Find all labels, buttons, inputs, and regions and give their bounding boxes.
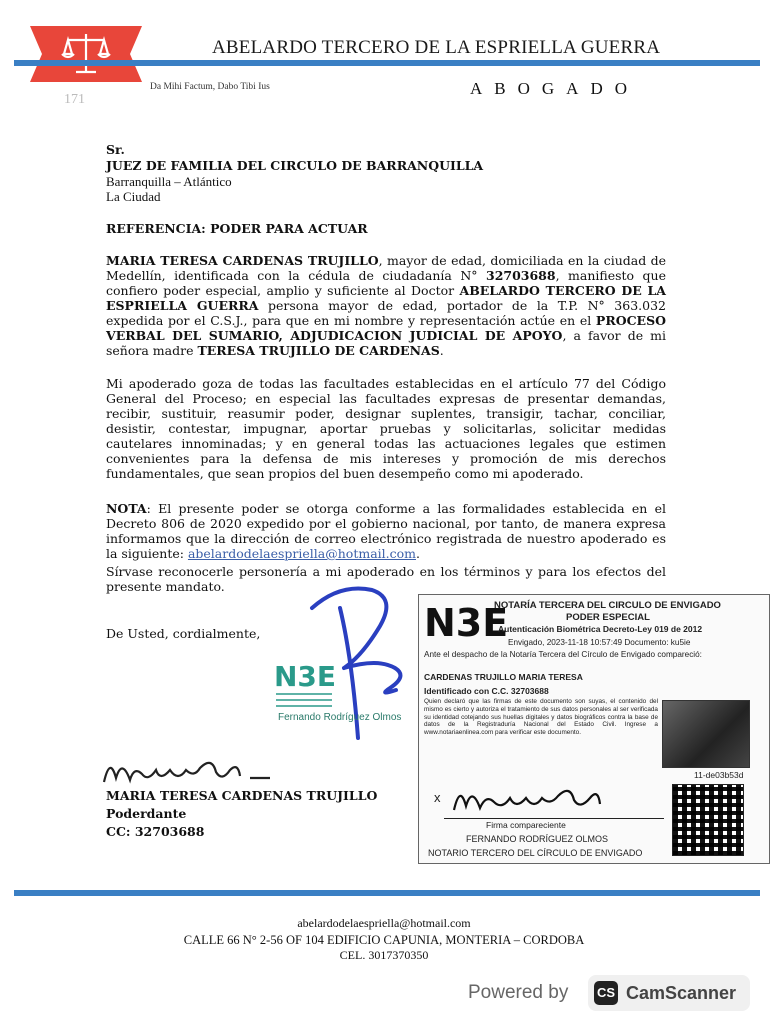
note-label: NOTA [106, 501, 147, 516]
paragraph-powers: Mi apoderado goza de todas las facultades establecidas en el artículo 77 del Código General del Proceso; en especial las facultades expresas de presentar demandas, recibir, sustituir, reasumir poder, designar suplentes, transigir, tachar, conciliar, desistir, contestar, impugnar, aportar pruebas y solicitarlas, solicitar medidas cautelares innominadas; y en general todas las actuaciones legales que estimen convenientes para la defensa de mis intereses y promoción de mis derechos fundamentales, que sean propios del buen desempeño como mi apoderado. [106, 376, 666, 481]
firma-label: Firma compareciente [486, 820, 566, 830]
notary-person: CARDENAS TRUJILLO MARIA TERESA [424, 672, 583, 682]
paragraph-request: Sírvase reconocerle personería a mi apoderado en los términos y para los efectos del presente mandato. [106, 564, 666, 594]
camscanner-icon: CS [594, 981, 618, 1005]
svg-text:N3E: N3E [424, 601, 509, 645]
firm-name: ABELARDO TERCERO DE LA ESPRIELLA GUERRA [212, 37, 661, 58]
notary-name: FERNANDO RODRÍGUEZ OLMOS [466, 834, 609, 844]
footer-divider [14, 890, 760, 896]
compareciente-signature [450, 778, 620, 820]
lawyer-name: ABELARDO TERCERO DE LA ESPRIELLA GUERRA [106, 283, 667, 313]
signer-role: Poderdante [106, 806, 187, 821]
notary-subtitle: PODER ESPECIAL [566, 612, 650, 623]
city: Barranquilla – Atlántico [106, 174, 232, 189]
x-mark: x [434, 790, 441, 805]
camscanner-brand: CamScanner [626, 983, 737, 1003]
grantor-name: MARIA TERESA CARDENAS TRUJILLO [106, 253, 379, 268]
motto: Da Mihi Factum, Dabo Tibi Ius [150, 82, 270, 92]
qr-code [672, 784, 744, 856]
paragraph-mandate: MARIA TERESA CARDENAS TRUJILLO, mayor de edad, domiciliada en la ciudad de Medellín, identificada con la cédula de ciudadanía N° 32703688, manifiesto que confiero poder especial, amplio y suficiente al Doctor ABELARDO TERCERO DE LA ESPRIELLA GUERRA persona mayor de edad, portador de la T.P. N° 363.032 expedida por el C.S.J., para que en mi nombre y representación actúe en el PROCESO VERBAL DEL SUMARIO, ADJUDICACION JUDICIAL DE APOYO, a favor de mi señora madre TERESA TRUJILLO DE CARDENAS. [106, 253, 667, 358]
notary-seal [272, 656, 432, 728]
reference: REFERENCIA: PODER PARA ACTUAR [106, 221, 368, 236]
footer-address: CALLE 66 N° 2-56 OF 104 EDIFICIO CAPUNIA, MONTERIA – CORDOBA [183, 933, 585, 947]
notary-logo [424, 600, 509, 646]
faint-mark: 171 [64, 92, 85, 107]
signer-cc: CC: 32703688 [106, 824, 205, 839]
notary-intro: Ante el despacho de la Notaría Tercera del Círculo de Envigado compareció: [424, 650, 702, 659]
footer-phone: CEL. 3017370350 [339, 948, 429, 962]
biometric-photo [662, 700, 750, 768]
notary-date: Envigado, 2023-11-18 10:57:49 Documento: ku5ie [508, 638, 691, 647]
signature-line [444, 818, 664, 819]
closing: De Usted, cordialmente, [106, 626, 261, 641]
city2: La Ciudad [106, 189, 161, 204]
grantor-signature [100, 752, 300, 792]
notary-title: NOTARÍA TERCERA DEL CIRCULO DE ENVIGADO [494, 600, 721, 611]
mother-name: TERESA TRUJILLO DE CARDENAS [197, 343, 440, 358]
process-name: PROCESO VERBAL DEL SUMARIO, ADJUDICACION JUDICIAL DE APOYO [106, 313, 666, 343]
header-divider [14, 60, 760, 66]
grantor-cc: 32703688 [486, 268, 556, 283]
addressee: JUEZ DE FAMILIA DEL CIRCULO DE BARRANQUILLA [106, 158, 484, 173]
notary-auth: Autenticación Biométrica Decreto-Ley 019 de 2012 [498, 624, 703, 634]
notary-body: Quien declaró que las firmas de este documento son suyas, el contenido del mismo es cierto y autoriza el tratamiento de sus datos personales al ser verificada su identidad cotejando sus huellas digitales y datos biográficos contra la base de datos de la Registraduría Nacional del Estado Civil. Ingrese a www.notariaenlinea.com para verificar este documento. [424, 698, 658, 737]
footer-email: abelardodelaespriella@hotmail.com [297, 916, 471, 930]
notary-code: 11-de03b53d [694, 770, 744, 780]
notary-id-line: Identificado con C.C. 32703688 [424, 686, 549, 696]
scales-of-justice-logo [30, 22, 142, 86]
profession-title: ABOGADO [470, 79, 639, 98]
notary-office: NOTARIO TERCERO DEL CÍRCULO DE ENVIGADO [428, 848, 643, 858]
svg-text:N3E: N3E [274, 660, 337, 693]
lawyer-email-link[interactable]: abelardodelaespriella@hotmail.com [187, 546, 416, 561]
seal-notary-name: Fernando Rodríguez Olmos [278, 712, 402, 723]
powered-by: Powered by [468, 982, 569, 1003]
paragraph-note: NOTA: El presente poder se otorga conforme a las formalidades establecida en el Decreto 806 de 2020 expedido por el gobierno nacional, por tanto, de manera expresa informamos que la dirección de correo electrónico registrada de nuestro apoderado es la siguiente: abelardodelaespriella@hotmail.com. [106, 501, 666, 561]
salutation: Sr. [106, 142, 125, 157]
signer-name: MARIA TERESA CARDENAS TRUJILLO [106, 788, 378, 803]
